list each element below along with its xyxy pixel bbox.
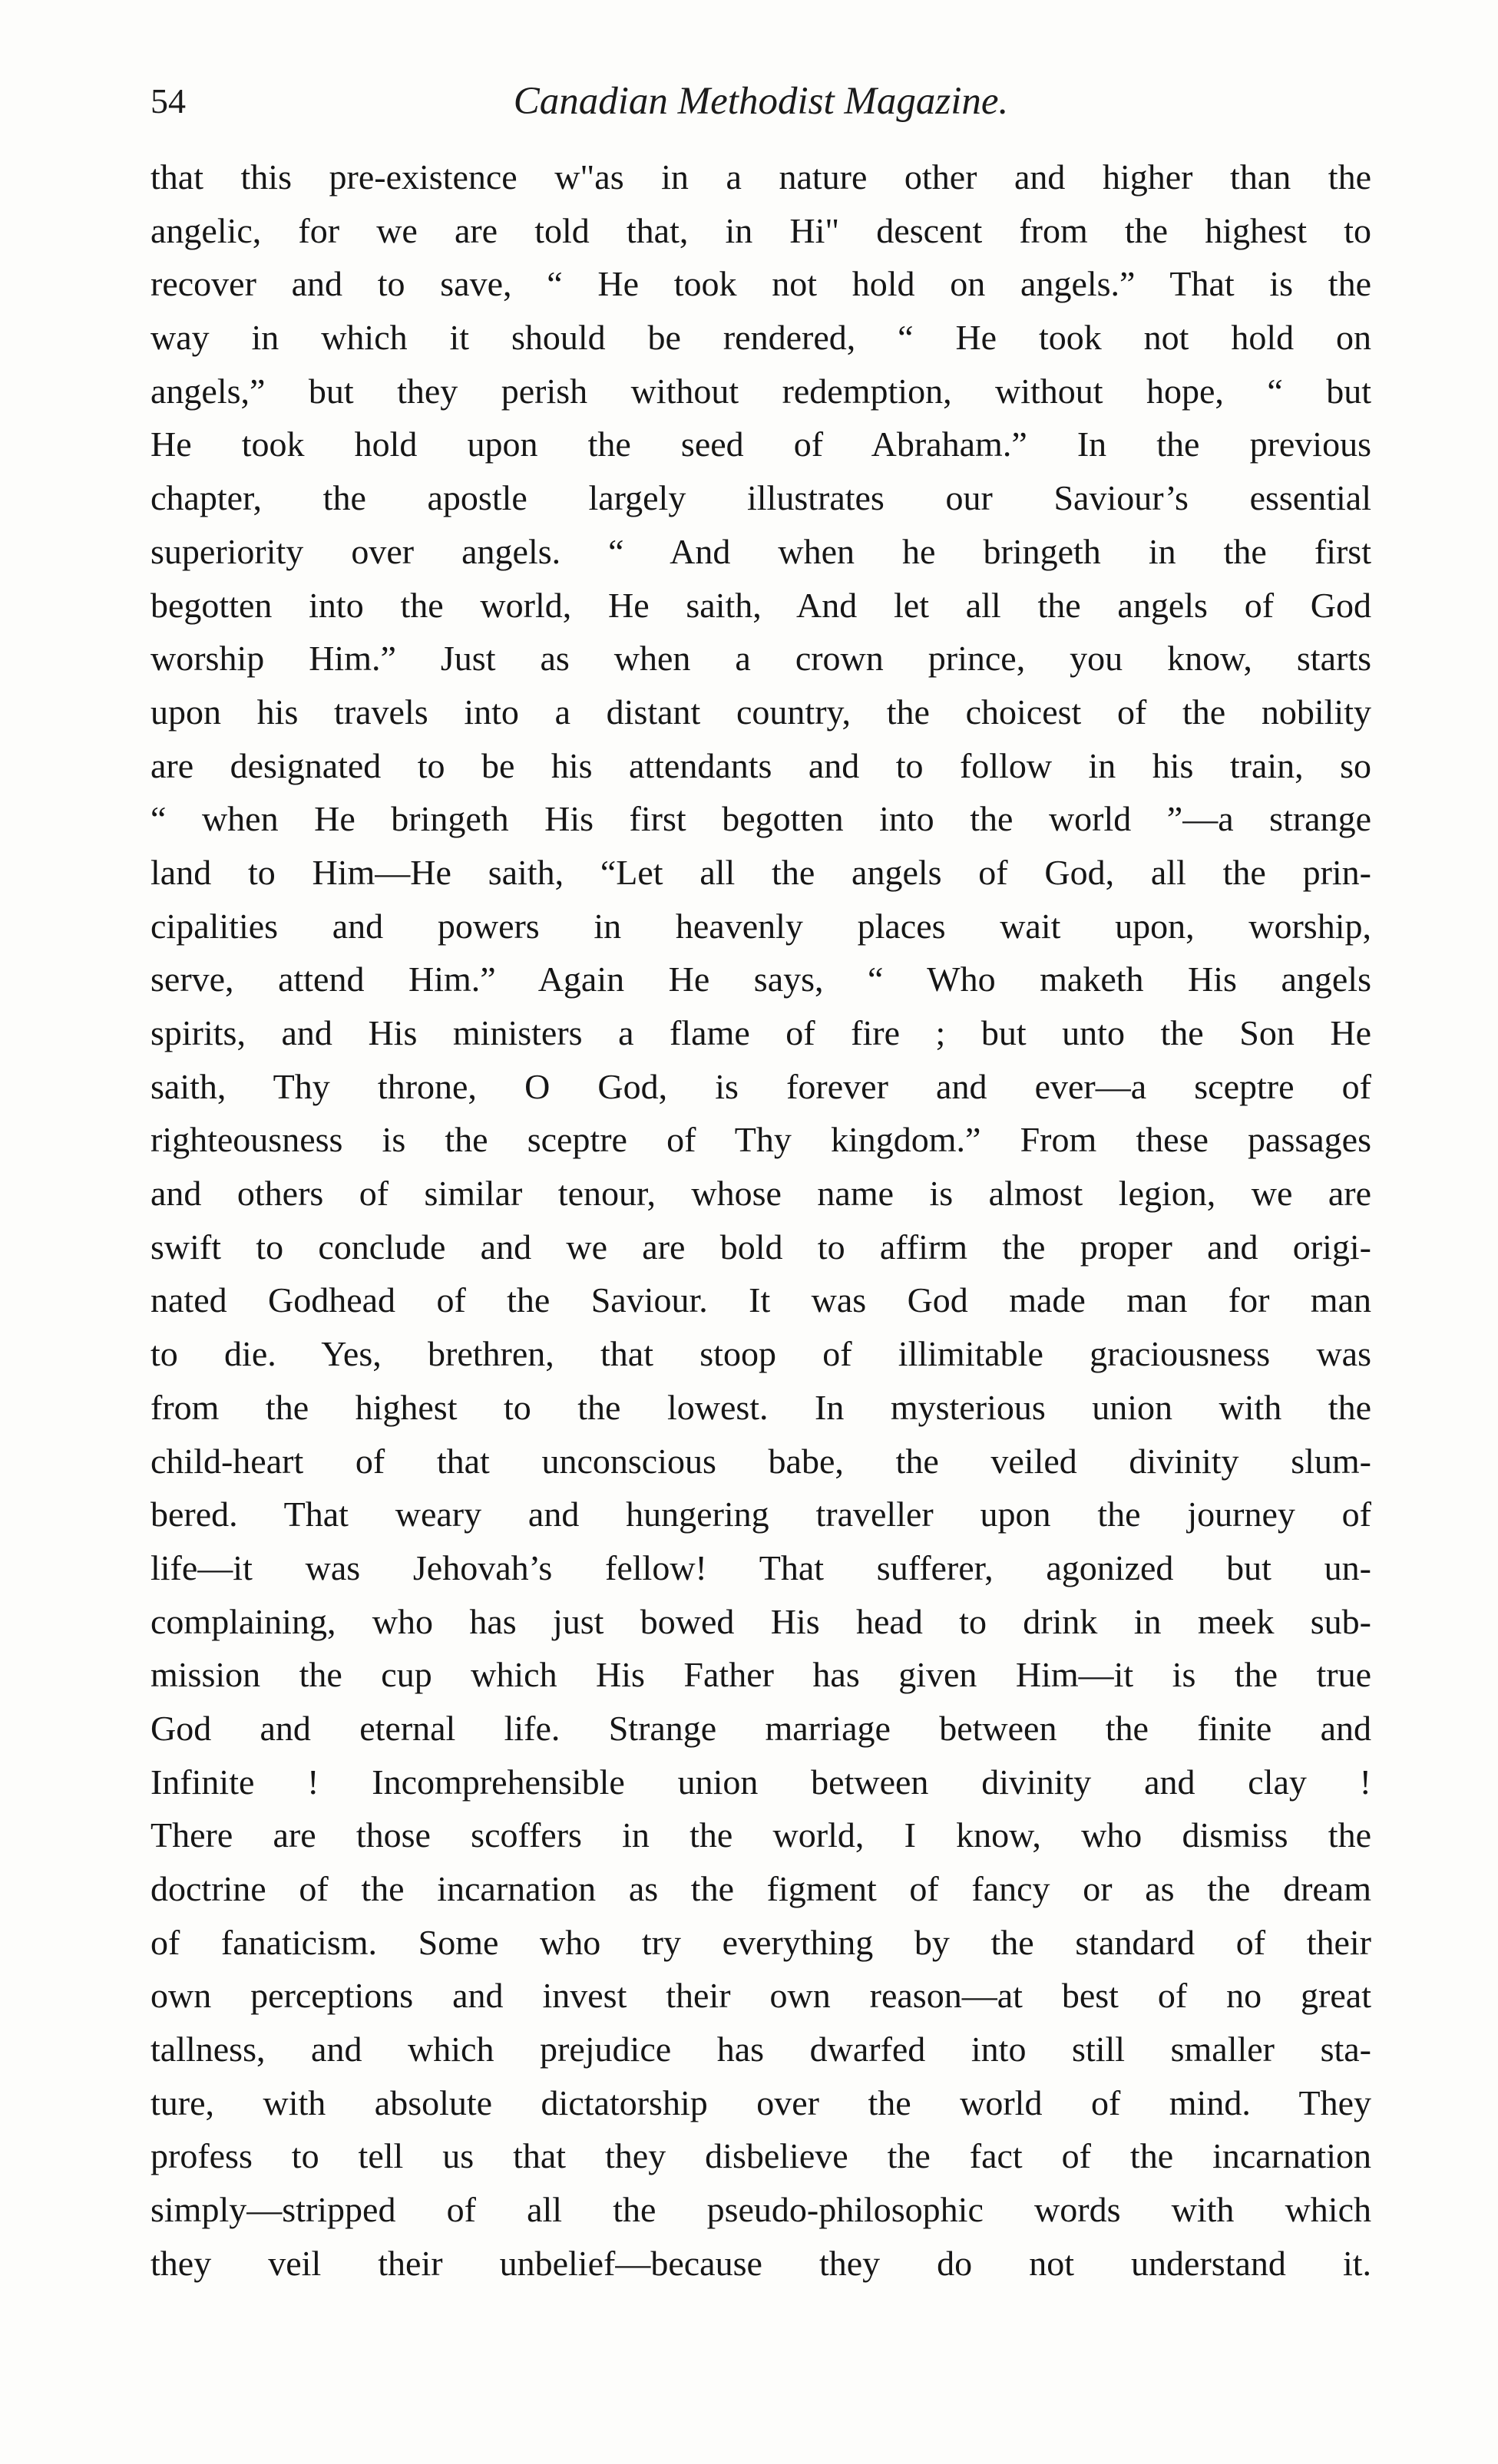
text-line: are designated to be his attendants and to follow in his train, so	[150, 745, 1371, 785]
text-line: profess to tell us that they disbelieve the fact of the incarnation	[150, 2136, 1371, 2176]
text-line: land to Him—He saith, “Let all the angels of God, all the prin-	[150, 852, 1371, 892]
text-line: nated Godhead of the Saviour. It was God made man for man	[150, 1280, 1371, 1320]
text-line: begotten into the world, He saith, And let all the angels of God	[150, 585, 1371, 625]
text-line: God and eternal life. Strange marriage between the finite and	[150, 1708, 1371, 1748]
text-line: Infinite ! Incomprehensible union between divinity and clay !	[150, 1762, 1371, 1802]
text-line: tallness, and which prejudice has dwarfed into still smaller sta-	[150, 2030, 1371, 2069]
text-line: bered. That weary and hungering traveller upon the journey of	[150, 1495, 1371, 1534]
text-line: way in which it should be rendered, “ He took not hold on	[150, 318, 1371, 358]
text-line: righteousness is the sceptre of Thy kingdom.” From these passages	[150, 1120, 1371, 1160]
text-line: swift to conclude and we are bold to affirm the proper and origi-	[150, 1227, 1371, 1267]
text-line: He took hold upon the seed of Abraham.” In the previous	[150, 424, 1371, 464]
text-line: mission the cup which His Father has given Him—it is the true	[150, 1655, 1371, 1695]
text-line: they veil their unbelief—because they do not understand it.	[150, 2243, 1371, 2283]
text-line: life—it was Jehovah’s fellow! That sufferer, agonized but un-	[150, 1547, 1371, 1587]
page-number: 54	[150, 81, 186, 121]
text-line: of fanaticism. Some who try everything by the standard of their	[150, 1922, 1371, 1962]
text-line: own perceptions and invest their own reason—at best of no great	[150, 1976, 1371, 2016]
text-line: recover and to save, “ He took not hold on angels.” That is the	[150, 264, 1371, 304]
text-line: worship Him.” Just as when a crown prince, you know, starts	[150, 639, 1371, 679]
text-line: ture, with absolute dictatorship over the world of mind. They	[150, 2083, 1371, 2122]
text-line: angelic, for we are told that, in Hi" descent from the highest to	[150, 210, 1371, 250]
text-line: complaining, who has just bowed His head to drink in meek sub-	[150, 1601, 1371, 1641]
body-paragraph	[150, 150, 1371, 2291]
text-line: upon his travels into a distant country, the choicest of the nobility	[150, 692, 1371, 732]
text-line: superiority over angels. “ And when he bringeth in the first	[150, 531, 1371, 571]
text-line: to die. Yes, brethren, that stoop of illimitable graciousness was	[150, 1334, 1371, 1374]
text-line: from the highest to the lowest. In mysterious union with the	[150, 1387, 1371, 1427]
running-head	[150, 71, 1371, 132]
text-line: simply—stripped of all the pseudo-philosophic words with which	[150, 2190, 1371, 2230]
text-line: saith, Thy throne, O God, is forever and ever—a sceptre of	[150, 1066, 1371, 1106]
text-line: “ when He bringeth His first begotten into the world ”—a strange	[150, 799, 1371, 839]
text-line: cipalities and powers in heavenly places wait upon, worship,	[150, 906, 1371, 946]
text-line: serve, attend Him.” Again He says, “ Who maketh His angels	[150, 960, 1371, 999]
text-line: that this pre-existence w"as in a nature other and higher than the	[150, 157, 1371, 197]
text-line: and others of similar tenour, whose name is almost legion, we are	[150, 1174, 1371, 1214]
journal-title: Canadian Methodist Magazine.	[513, 80, 1009, 123]
text-line: doctrine of the incarnation as the figment of fancy or as the dream	[150, 1869, 1371, 1908]
text-line: spirits, and His ministers a flame of fire ; but unto the Son He	[150, 1013, 1371, 1052]
text-line: child-heart of that unconscious babe, the veiled divinity slum-	[150, 1441, 1371, 1481]
text-line: There are those scoffers in the world, I know, who dismiss the	[150, 1815, 1371, 1855]
text-line: chapter, the apostle largely illustrates our Saviour’s essential	[150, 478, 1371, 518]
text-line: angels,” but they perish without redemption, without hope, “ but	[150, 371, 1371, 411]
